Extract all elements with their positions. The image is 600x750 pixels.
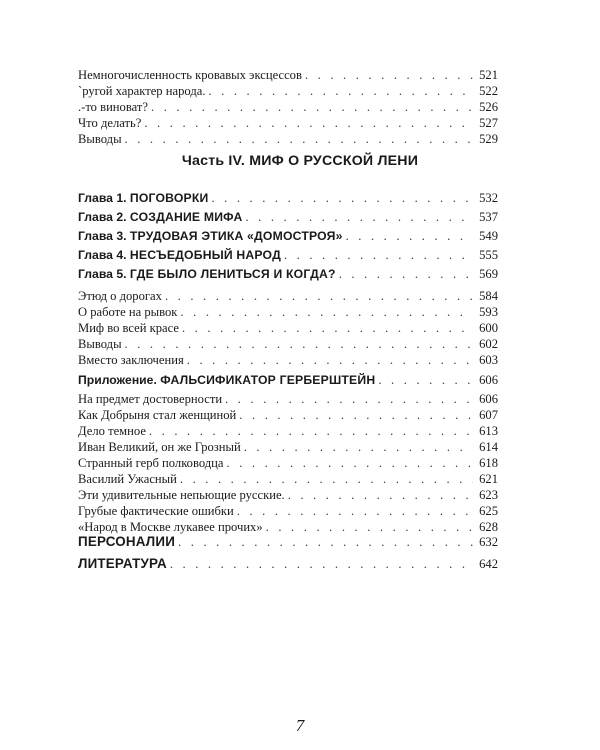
toc-entry-page: 623	[479, 488, 498, 502]
chapter-page: 549	[479, 229, 498, 243]
toc-entry[interactable]	[78, 439, 498, 455]
toc-entry[interactable]	[78, 407, 498, 423]
chapter-title: СОЗДАНИЕ МИФА	[129, 210, 243, 224]
chapter-page: 569	[479, 267, 498, 281]
toc-top-section	[78, 67, 498, 147]
toc-entry-title: Василий Ужасный	[78, 472, 177, 486]
toc-entry-page: 527	[479, 116, 498, 130]
dot-leader	[182, 320, 473, 336]
chapter-title: НЕСЪЕДОБНЫЙ НАРОД	[129, 248, 281, 262]
toc-entry[interactable]	[78, 288, 498, 304]
chapter-title: ГДЕ БЫЛО ЛЕНИТЬСЯ И КОГДА?	[129, 267, 336, 281]
dot-leader	[125, 336, 473, 352]
toc-entry-page: 593	[479, 305, 498, 319]
dot-leader	[227, 455, 473, 471]
dot-leader	[178, 534, 473, 550]
toc-entry-title: На предмет достоверности	[78, 392, 223, 406]
toc-entry-page: 600	[479, 321, 498, 335]
chapter-prefix: Глава 1.	[78, 191, 127, 205]
dot-leader	[346, 228, 473, 244]
toc-entry-page: 584	[479, 289, 498, 303]
dot-leader	[284, 247, 473, 263]
toc-entry[interactable]	[78, 67, 498, 83]
personalia-page: 632	[479, 535, 498, 549]
toc-chapter[interactable]	[78, 228, 498, 247]
chapter-prefix: Глава 4.	[78, 248, 127, 262]
dot-leader	[288, 487, 473, 503]
appendix-prefix: Приложение.	[78, 373, 157, 387]
toc-entry-page: 621	[479, 472, 498, 486]
toc-entry-title: О работе на рывок	[78, 305, 178, 319]
chapter-page: 555	[479, 248, 498, 262]
dot-leader	[305, 67, 473, 83]
dot-leader	[211, 190, 473, 206]
dot-leader	[339, 266, 473, 282]
toc-entry[interactable]	[78, 352, 498, 368]
toc-entry-title: Странный герб полководца	[78, 456, 224, 470]
toc-entry-title: Дело темное	[78, 424, 146, 438]
toc-chapter[interactable]	[78, 266, 498, 285]
part-title: Часть IV. МИФ О РУССКОЙ ЛЕНИ	[181, 153, 419, 169]
toc-entry-page: 618	[479, 456, 498, 470]
chapter-page: 537	[479, 210, 498, 224]
toc-entry[interactable]	[78, 455, 498, 471]
toc-entry-page: 614	[479, 440, 498, 454]
toc-entry-title: «Народ в Москве лукавее прочих»	[78, 520, 263, 534]
toc-back-matter	[78, 534, 498, 578]
dot-leader	[180, 304, 473, 320]
personalia-title: ПЕРСОНАЛИИ	[78, 534, 176, 549]
toc-entry[interactable]	[78, 115, 498, 131]
toc-entry-page: 526	[479, 100, 498, 114]
toc-appendix-heading[interactable]	[78, 372, 498, 391]
dot-leader	[245, 209, 473, 225]
chapter-title: ТРУДОВАЯ ЭТИКА «ДОМОСТРОЯ»	[129, 229, 343, 243]
dot-leader	[239, 407, 473, 423]
toc-entry-title: `ругой характер народа.	[78, 84, 206, 98]
toc-entry[interactable]	[78, 423, 498, 439]
toc-entry-title: Миф во всей красе	[78, 321, 179, 335]
dot-leader	[180, 471, 473, 487]
toc-personalia[interactable]	[78, 534, 498, 556]
appendix-page: 606	[479, 373, 498, 387]
toc-entry-page: 602	[479, 337, 498, 351]
literature-title: ЛИТЕРАТУРА	[78, 556, 167, 571]
dot-leader	[144, 115, 473, 131]
toc-entry-page: 613	[479, 424, 498, 438]
toc-entry[interactable]	[78, 83, 498, 99]
dot-leader	[266, 519, 473, 535]
toc-entry[interactable]	[78, 131, 498, 147]
dot-leader	[125, 131, 473, 147]
toc-entry[interactable]	[78, 519, 498, 535]
toc-entry-page: 606	[479, 392, 498, 406]
chapter-prefix: Глава 2.	[78, 210, 127, 224]
toc-entry-page: 521	[479, 68, 498, 82]
toc-entry-title: Вместо заключения	[78, 353, 184, 367]
toc-entry[interactable]	[78, 336, 498, 352]
dot-leader	[170, 556, 473, 572]
dot-leader	[378, 372, 473, 388]
toc-entry-title: Этюд о дорогах	[78, 289, 162, 303]
dot-leader	[225, 391, 473, 407]
toc-chapters	[78, 190, 498, 285]
toc-appendix-subsections	[78, 391, 498, 535]
toc-entry-title: Выводы	[78, 337, 122, 351]
chapter-page: 532	[479, 191, 498, 205]
chapter-prefix: Глава 3.	[78, 229, 127, 243]
page-number: 7	[295, 716, 305, 735]
toc-entry[interactable]	[78, 304, 498, 320]
dot-leader	[149, 423, 473, 439]
toc-entry[interactable]	[78, 99, 498, 115]
toc-entry-title: Грубые фактические ошибки	[78, 504, 234, 518]
toc-entry-title: Выводы	[78, 132, 122, 146]
dot-leader	[151, 99, 473, 115]
toc-entry-title: Как Добрыня стал женщиной	[78, 408, 237, 422]
toc-entry-page: 529	[479, 132, 498, 146]
chapter-prefix: Глава 5.	[78, 267, 127, 281]
toc-chapter5-subsections	[78, 288, 498, 368]
toc-chapter[interactable]	[78, 209, 498, 228]
toc-entry-title: Иван Великий, он же Грозный	[78, 440, 241, 454]
toc-entry[interactable]	[78, 471, 498, 487]
chapter-title: ПОГОВОРКИ	[129, 191, 209, 205]
toc-entry-page: 522	[479, 84, 498, 98]
toc-entry[interactable]	[78, 487, 498, 503]
dot-leader	[208, 83, 473, 99]
toc-chapter[interactable]	[78, 190, 498, 209]
toc-entry-page: 603	[479, 353, 498, 367]
toc-entry-title: Немногочисленность кровавых эксцессов	[78, 68, 302, 82]
toc-appendix	[78, 372, 498, 391]
toc-entry-title: .-то виноват?	[78, 100, 148, 114]
dot-leader	[165, 288, 473, 304]
toc-entry-title: Что делать?	[78, 116, 142, 130]
toc-entry-page: 607	[479, 408, 498, 422]
toc-literature[interactable]	[78, 556, 498, 578]
dot-leader	[187, 352, 473, 368]
toc-entry[interactable]	[78, 391, 498, 407]
toc-chapter[interactable]	[78, 247, 498, 266]
toc-entry-page: 625	[479, 504, 498, 518]
appendix-title: ФАЛЬСИФИКАТОР ГЕРБЕРШТЕЙН	[160, 373, 376, 387]
dot-leader	[244, 439, 473, 455]
literature-page: 642	[479, 557, 498, 571]
toc-entry[interactable]	[78, 320, 498, 336]
toc-entry-page: 628	[479, 520, 498, 534]
dot-leader	[237, 503, 473, 519]
toc-entry[interactable]	[78, 503, 498, 519]
toc-entry-title: Эти удивительные непьющие русские.	[78, 488, 285, 502]
